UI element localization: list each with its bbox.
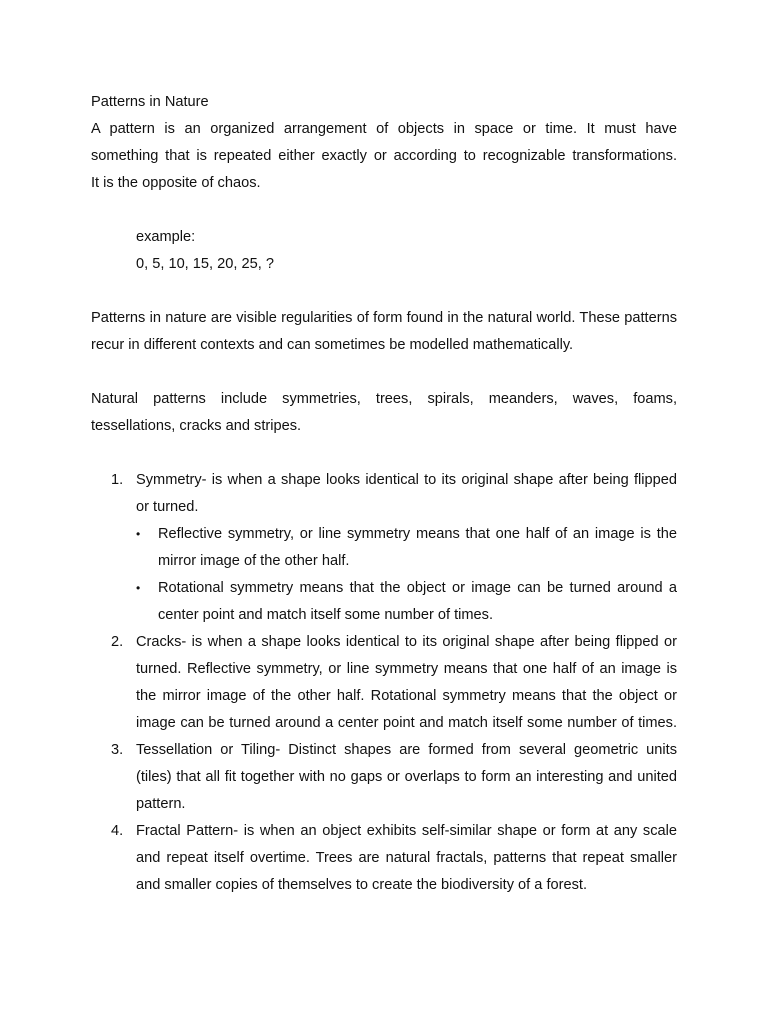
list-item-line: turned. Reflective symmetry, or line symmetry means that one half of an image is <box>136 661 677 677</box>
list-item-line: and smaller copies of themselves to create the biodiversity of a forest. <box>136 877 588 893</box>
intro-line: It is the opposite of chaos. <box>91 175 261 191</box>
document-body <box>91 89 677 899</box>
list-item <box>91 737 677 818</box>
list-item <box>91 629 677 737</box>
list-item-line: Fractal Pattern- is when an object exhibits self-similar shape or form at any scale <box>136 823 677 839</box>
example-label: example: <box>136 229 196 245</box>
list-item-line: image can be turned around a center point and match itself some number of times. <box>136 715 677 731</box>
sub-list-line: Reflective symmetry, or line symmetry means that one half of an image is the <box>158 526 677 542</box>
list-item-line: or turned. <box>136 499 199 515</box>
list-item-line: the mirror image of the other half. Rotational symmetry means that the object or <box>136 688 677 704</box>
sub-list-line: mirror image of the other half. <box>158 553 350 569</box>
sub-list-item <box>136 521 677 575</box>
definition-line: Patterns in nature are visible regularities of form found in the natural world. These patterns <box>91 310 677 326</box>
definition-line: recur in different contexts and can sometimes be modelled mathematically. <box>91 337 574 353</box>
list-item-line: Symmetry- is when a shape looks identical to its original shape after being flipped <box>136 472 677 488</box>
example-sequence: 0, 5, 10, 15, 20, 25, ? <box>136 256 274 272</box>
natural-patterns-paragraph <box>91 386 677 440</box>
list-item-line: pattern. <box>136 796 186 812</box>
bullet-icon: • <box>136 527 141 541</box>
list-item <box>91 818 677 899</box>
document-title: Patterns in Nature <box>91 94 209 110</box>
list-item-line: and repeat itself overtime. Trees are natural fractals, patterns that repeat smaller <box>136 850 677 866</box>
definition-paragraph <box>91 305 677 359</box>
symmetry-sublist <box>136 521 677 629</box>
list-number: 2. <box>111 634 124 650</box>
intro-line: A pattern is an organized arrangement of objects in space or time. It must have <box>91 121 677 137</box>
natural-patterns-line: Natural patterns include symmetries, trees, spirals, meanders, waves, foams, <box>91 391 677 407</box>
intro-line: something that is repeated either exactly or according to recognizable transformations. <box>91 148 677 164</box>
list-item-line: (tiles) that all fit together with no gaps or overlaps to form an interesting and united <box>136 769 677 785</box>
list-item-line: Cracks- is when a shape looks identical to its original shape after being flipped or <box>136 634 677 650</box>
list-item-line: Tessellation or Tiling- Distinct shapes are formed from several geometric units <box>136 742 677 758</box>
example-block <box>91 224 677 278</box>
sub-list-item <box>136 575 677 629</box>
list-item <box>91 467 677 629</box>
list-number: 4. <box>111 823 124 839</box>
intro-paragraph <box>91 116 677 197</box>
natural-patterns-line: tessellations, cracks and stripes. <box>91 418 302 434</box>
bullet-icon: • <box>136 581 141 595</box>
list-number: 1. <box>111 472 124 488</box>
list-number: 3. <box>111 742 124 758</box>
pattern-types-list <box>91 467 677 899</box>
sub-list-line: Rotational symmetry means that the object or image can be turned around a <box>158 580 677 596</box>
sub-list-line: center point and match itself some number of times. <box>158 607 494 623</box>
